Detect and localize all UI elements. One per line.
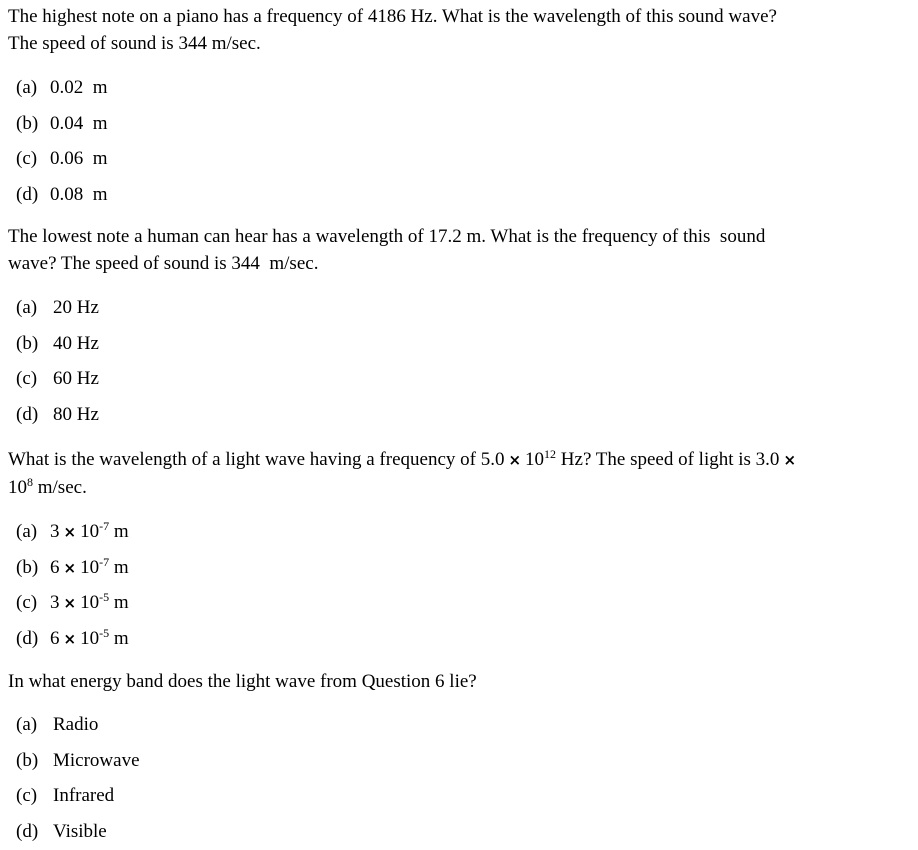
option-text: 60 Hz [53, 368, 99, 389]
option-coefficient: 6 [50, 627, 60, 649]
option-letter: (d) [16, 627, 39, 649]
option-c[interactable] [8, 361, 888, 397]
power-exponent: -5 [99, 625, 110, 640]
question-stem-text: m/sec. [37, 477, 87, 498]
answer-options [8, 514, 888, 656]
option-a[interactable] [8, 290, 888, 326]
option-text: 80 Hz [53, 403, 99, 425]
option-text: Radio [53, 714, 99, 735]
option-d[interactable] [8, 397, 888, 433]
option-a[interactable] [8, 514, 888, 550]
option-text: Infrared [53, 785, 115, 806]
option-d[interactable] [8, 177, 888, 213]
answer-options [8, 70, 888, 212]
option-letter: (b) [16, 112, 39, 134]
option-c[interactable] [8, 585, 888, 621]
question-stem [8, 3, 888, 57]
question-stem-text: Hz? The speed of light is 3.0 [560, 449, 780, 470]
option-coefficient: 6 [50, 556, 60, 578]
option-b[interactable] [8, 106, 888, 142]
power-exponent: -7 [99, 519, 110, 533]
option-letter: (d) [16, 403, 39, 425]
times-sign: × [63, 594, 77, 612]
option-c[interactable] [8, 141, 888, 177]
option-letter: (a) [16, 521, 38, 542]
option-text: Microwave [53, 749, 140, 771]
option-text: 0.02 m [50, 77, 108, 98]
option-letter: (c) [16, 785, 38, 806]
question-stem [8, 223, 888, 277]
option-text: 0.06 m [50, 148, 108, 169]
option-letter: (b) [16, 556, 39, 578]
question-lowest-note-frequency [8, 223, 888, 432]
option-letter: (c) [16, 148, 38, 169]
times-sign: × [63, 523, 77, 541]
option-text: Visible [53, 820, 107, 842]
option-text: 40 Hz [53, 332, 99, 354]
option-coefficient: 3 [50, 521, 60, 542]
answer-options [8, 290, 888, 432]
question-light-wavelength [8, 446, 888, 656]
question-stem-line-1: The lowest note a human can hear has a wavelength of 17.2 m. What is the frequency of this sound [8, 226, 766, 247]
times-sign: × [783, 451, 797, 469]
option-text: 0.04 m [50, 112, 108, 134]
option-letter: (a) [16, 297, 38, 318]
option-text: 20 Hz [53, 297, 99, 318]
option-unit: m [113, 556, 129, 578]
option-unit: m [113, 592, 129, 613]
power-exponent: 12 [544, 447, 557, 461]
question-stem [8, 446, 888, 501]
option-letter: (a) [16, 77, 38, 98]
power-exponent: -5 [99, 590, 110, 604]
option-letter: (b) [16, 332, 39, 354]
option-d[interactable] [8, 621, 888, 657]
option-letter: (d) [16, 183, 39, 205]
power-base: 10 [80, 556, 100, 578]
power-exponent: 8 [27, 475, 33, 489]
option-letter: (b) [16, 749, 39, 771]
times-sign: × [63, 629, 77, 648]
option-letter: (a) [16, 714, 38, 735]
option-a[interactable] [8, 70, 888, 106]
question-energy-band [8, 668, 888, 849]
option-letter: (d) [16, 820, 39, 842]
question-stem [8, 668, 888, 695]
question-stem-text: What is the wavelength of a light wave having a frequency of 5.0 [8, 449, 505, 470]
option-text: 0.08 m [50, 183, 108, 205]
option-letter: (c) [16, 368, 38, 389]
option-a[interactable] [8, 707, 888, 743]
question-stem-line-2: The speed of sound is 344 m/sec. [8, 33, 261, 54]
power-exponent: -7 [99, 554, 110, 569]
power-base: 10 [80, 592, 100, 613]
option-coefficient: 3 [50, 592, 60, 613]
option-b[interactable] [8, 326, 888, 362]
question-stem-line-2: wave? The speed of sound is 344 m/sec. [8, 253, 319, 274]
option-unit: m [113, 627, 129, 649]
option-b[interactable] [8, 550, 888, 586]
option-d[interactable] [8, 814, 888, 850]
option-unit: m [113, 521, 129, 542]
power-base: 10 [525, 449, 545, 470]
question-stem-text: In what energy band does the light wave from Question 6 lie? [8, 671, 477, 692]
option-letter: (c) [16, 592, 38, 613]
option-b[interactable] [8, 743, 888, 779]
power-base: 10 [8, 477, 27, 498]
times-sign: × [508, 451, 522, 469]
option-c[interactable] [8, 778, 888, 814]
power-base: 10 [80, 627, 100, 649]
answer-options [8, 707, 888, 849]
question-stem-line-1: The highest note on a piano has a frequency of 4186 Hz. What is the wavelength of this sound wave? [8, 6, 777, 27]
power-base: 10 [80, 521, 100, 542]
times-sign: × [63, 558, 77, 577]
question-piano-wavelength [8, 3, 888, 212]
